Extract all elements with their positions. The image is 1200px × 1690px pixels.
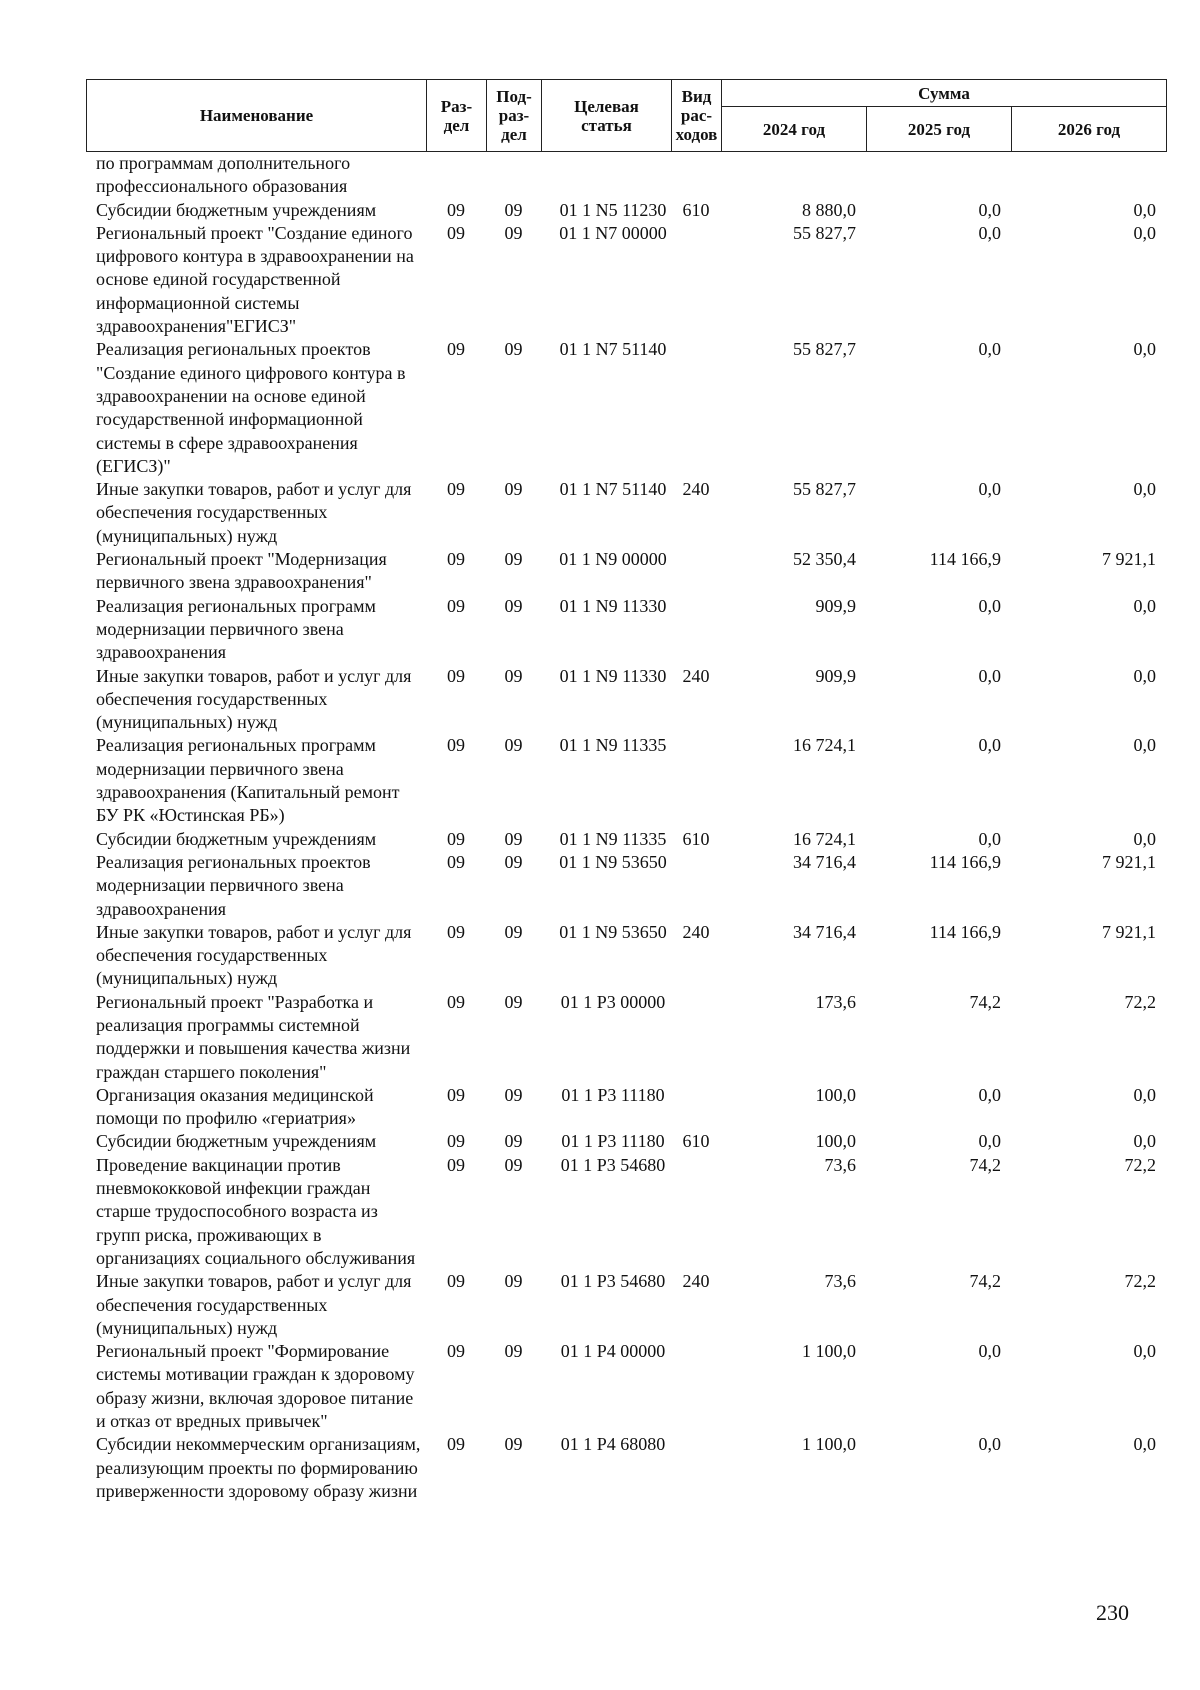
table-row [86, 851, 1166, 921]
row-name: Иные закупки товаров, работ и услуг для обеспечения государственных (муниципальных) нужд [96, 479, 412, 546]
table-row [86, 595, 1166, 665]
row-razdel: 09 [447, 595, 465, 616]
row-podrazdel: 09 [504, 199, 523, 220]
row-razdel: 09 [447, 222, 465, 243]
row-razdel: 09 [447, 828, 465, 849]
row-name: Региональный проект "Модернизация первичного звена здравоохранения" [96, 549, 387, 593]
row-tselevaya-statya: 01 1 P3 11180 [561, 1084, 665, 1105]
row-name: Реализация региональных проектов модернизации первичного звена здравоохранения [96, 851, 371, 919]
table-row [86, 222, 1166, 338]
row-sum-2026: 0,0 [1133, 199, 1156, 220]
row-razdel: 09 [447, 991, 465, 1012]
row-tselevaya-statya: 01 1 N9 53650 [559, 851, 667, 872]
row-tselevaya-statya: 01 1 N9 53650 [559, 921, 667, 942]
row-podrazdel: 09 [504, 1154, 523, 1175]
row-razdel: 09 [447, 921, 465, 942]
row-razdel: 09 [447, 1154, 465, 1175]
row-name: Реализация региональных программ модернизации первичного звена здравоохранения (Капитальный ремонт БУ РК «Юстинская РБ») [96, 735, 400, 826]
table-row [86, 1340, 1166, 1433]
row-vid-rashodov [671, 548, 721, 595]
row-sum-2024: 34 716,4 [793, 851, 856, 872]
row-name: Проведение вакцинации против пневмококковой инфекции граждан старше трудоспособного возраста из групп риска, проживающих в организациях социального обслуживания [96, 1154, 416, 1268]
row-razdel: 09 [447, 339, 465, 360]
row-sum-2026: 7 921,1 [1102, 549, 1156, 570]
row-sum-2024: 100,0 [815, 1084, 856, 1105]
row-name: Иные закупки товаров, работ и услуг для обеспечения государственных (муниципальных) нужд [96, 1271, 412, 1338]
col-header-name: Наименование [87, 80, 427, 152]
row-sum-2025: 0,0 [978, 1434, 1001, 1455]
row-razdel: 09 [447, 479, 465, 500]
row-name: Субсидии бюджетным учреждениям [96, 199, 377, 220]
row-sum-2024: 52 350,4 [793, 549, 856, 570]
row-sum-2026: 0,0 [1133, 1084, 1156, 1105]
row-vid-rashodov [671, 1154, 721, 1270]
row-sum-2024: 8 880,0 [802, 199, 856, 220]
col-header-tselevaya: Целевая статья [542, 80, 672, 152]
row-tselevaya-statya: 01 1 N9 11330 [559, 595, 667, 616]
row-sum-2025: 0,0 [978, 1341, 1001, 1362]
row-podrazdel: 09 [504, 222, 523, 243]
row-podrazdel: 09 [504, 828, 523, 849]
table-row [86, 1130, 1166, 1153]
row-podrazdel: 09 [504, 339, 523, 360]
row-tselevaya-statya: 01 1 P3 00000 [560, 991, 666, 1012]
row-podrazdel [486, 152, 541, 199]
row-vid-rashodov: 610 [682, 1131, 710, 1152]
row-sum-2026: 0,0 [1133, 828, 1156, 849]
row-sum-2024: 100,0 [815, 1131, 856, 1152]
table-row [86, 1433, 1166, 1503]
row-tselevaya-statya: 01 1 P3 54680 [560, 1271, 666, 1292]
row-podrazdel: 09 [504, 1084, 523, 1105]
row-sum-2026: 0,0 [1133, 222, 1156, 243]
row-sum-2024: 55 827,7 [793, 339, 856, 360]
row-podrazdel: 09 [504, 1341, 523, 1362]
row-vid-rashodov [671, 595, 721, 665]
row-vid-rashodov [671, 338, 721, 478]
row-name: Региональный проект "Создание единого цифрового контура в здравоохранении на основе единой государственной информационной системы здравоохранения"ЕГИСЗ" [96, 222, 414, 337]
row-name: по программам дополнительного профессионального образования [96, 153, 351, 197]
row-vid-rashodov: 610 [682, 828, 710, 849]
row-sum-2025: 0,0 [978, 339, 1001, 360]
row-tselevaya-statya: 01 1 P4 68080 [560, 1434, 666, 1455]
row-vid-rashodov [671, 222, 721, 338]
row-razdel: 09 [447, 1271, 465, 1292]
table-row [86, 1084, 1166, 1131]
row-razdel: 09 [447, 735, 465, 756]
row-name: Региональный проект "Формирование системы мотивации граждан к здоровому образу жизни, включая здоровое питание и отказ от вредных привычек" [96, 1341, 415, 1432]
table-row [86, 828, 1166, 851]
row-podrazdel: 09 [504, 851, 523, 872]
row-razdel: 09 [447, 851, 465, 872]
row-sum-2026: 0,0 [1133, 479, 1156, 500]
row-sum-2025: 0,0 [978, 595, 1001, 616]
row-sum-2025: 0,0 [978, 479, 1001, 500]
row-tselevaya-statya: 01 1 N5 11230 [559, 199, 667, 220]
row-vid-rashodov [671, 1084, 721, 1131]
row-tselevaya-statya: 01 1 N7 51140 [559, 339, 667, 360]
budget-table [86, 152, 1166, 1503]
row-vid-rashodov: 610 [682, 199, 710, 220]
row-podrazdel: 09 [504, 921, 523, 942]
table-row [86, 478, 1166, 548]
row-sum-2025: 114 166,9 [929, 921, 1001, 942]
row-sum-2025: 0,0 [978, 828, 1001, 849]
row-sum-2026: 0,0 [1133, 665, 1156, 686]
row-vid-rashodov: 240 [682, 921, 710, 942]
row-name: Субсидии бюджетным учреждениям [96, 828, 377, 849]
row-sum-2025: 74,2 [969, 1271, 1001, 1292]
row-sum-2026: 0,0 [1133, 339, 1156, 360]
table-header [86, 79, 1167, 152]
col-header-2024: 2024 год [722, 107, 867, 152]
table-row [86, 548, 1166, 595]
table-row [86, 199, 1166, 222]
col-header-2026: 2026 год [1012, 107, 1167, 152]
row-sum-2024: 55 827,7 [793, 479, 856, 500]
row-razdel: 09 [447, 549, 465, 570]
row-podrazdel: 09 [504, 735, 523, 756]
row-podrazdel: 09 [504, 549, 523, 570]
table-row [86, 338, 1166, 478]
page-number: 230 [1096, 1600, 1129, 1625]
col-header-podrazdel: Под- раз- дел [487, 80, 542, 152]
row-sum-2024 [721, 152, 866, 199]
row-vid-rashodov [671, 991, 721, 1084]
row-sum-2026: 0,0 [1133, 1341, 1156, 1362]
row-sum-2024: 16 724,1 [793, 828, 856, 849]
row-vid-rashodov [671, 1340, 721, 1433]
col-header-vid: Вид рас- ходов [672, 80, 722, 152]
row-vid-rashodov: 240 [682, 1271, 710, 1292]
table-row [86, 991, 1166, 1084]
row-sum-2024: 909,9 [815, 665, 856, 686]
row-razdel: 09 [447, 1131, 465, 1152]
row-sum-2026: 72,2 [1124, 991, 1156, 1012]
row-sum-2026: 0,0 [1133, 735, 1156, 756]
row-sum-2025: 0,0 [978, 735, 1001, 756]
table-row [86, 1270, 1166, 1340]
row-sum-2025: 74,2 [969, 1154, 1001, 1175]
row-sum-2024: 909,9 [815, 595, 856, 616]
row-sum-2026: 72,2 [1124, 1154, 1156, 1175]
row-sum-2024: 16 724,1 [793, 735, 856, 756]
row-sum-2025: 0,0 [978, 199, 1001, 220]
row-vid-rashodov: 240 [682, 665, 710, 686]
row-podrazdel: 09 [504, 991, 523, 1012]
col-header-razdel: Раз- дел [427, 80, 487, 152]
row-vid-rashodov [671, 152, 721, 199]
row-razdel: 09 [447, 1341, 465, 1362]
row-sum-2025: 0,0 [978, 222, 1001, 243]
row-sum-2024: 173,6 [815, 991, 856, 1012]
row-sum-2026: 7 921,1 [1102, 851, 1156, 872]
row-vid-rashodov: 240 [682, 479, 710, 500]
col-header-summa: Сумма [722, 80, 1167, 107]
row-sum-2026: 0,0 [1133, 595, 1156, 616]
row-podrazdel: 09 [504, 1131, 523, 1152]
row-razdel: 09 [447, 1084, 465, 1105]
row-sum-2024: 55 827,7 [793, 222, 856, 243]
table-row [86, 734, 1166, 827]
table-row [86, 921, 1166, 991]
row-name: Региональный проект "Разработка и реализация программы системной поддержки и повышения качества жизни граждан старшего поколения" [96, 991, 411, 1082]
row-tselevaya-statya: 01 1 N9 11330 [559, 665, 667, 686]
table-row [86, 665, 1166, 735]
row-sum-2025: 0,0 [978, 1131, 1001, 1152]
row-sum-2026 [1011, 152, 1166, 199]
row-razdel: 09 [447, 665, 465, 686]
row-name: Реализация региональных проектов "Создание единого цифрового контура в здравоохранении на основе единой государственной информационной системы в сфере здравоохранения (ЕГИСЗ)" [96, 339, 406, 476]
row-sum-2025 [866, 152, 1011, 199]
row-tselevaya-statya: 01 1 P3 54680 [560, 1154, 666, 1175]
row-podrazdel: 09 [504, 479, 523, 500]
row-sum-2025: 0,0 [978, 1084, 1001, 1105]
row-tselevaya-statya: 01 1 P4 00000 [560, 1341, 666, 1362]
row-sum-2025: 114 166,9 [929, 549, 1001, 570]
row-sum-2024: 34 716,4 [793, 921, 856, 942]
row-sum-2026: 72,2 [1124, 1271, 1156, 1292]
row-tselevaya-statya [541, 152, 671, 199]
row-name: Субсидии некоммерческим организациям, реализующим проекты по формированию приверженности здоровому образу жизни [96, 1434, 421, 1501]
row-razdel: 09 [447, 199, 465, 220]
table-row [86, 152, 1166, 199]
row-razdel: 09 [447, 1434, 465, 1455]
row-name: Иные закупки товаров, работ и услуг для обеспечения государственных (муниципальных) нужд [96, 665, 412, 733]
row-tselevaya-statya: 01 1 N9 11335 [559, 828, 667, 849]
row-name: Субсидии бюджетным учреждениям [96, 1131, 377, 1152]
row-name: Реализация региональных программ модернизации первичного звена здравоохранения [96, 595, 376, 663]
row-podrazdel: 09 [504, 1271, 523, 1292]
row-sum-2024: 73,6 [824, 1271, 856, 1292]
row-tselevaya-statya: 01 1 P3 11180 [561, 1131, 665, 1152]
row-sum-2025: 0,0 [978, 665, 1001, 686]
row-sum-2026: 7 921,1 [1102, 921, 1156, 942]
row-vid-rashodov [671, 734, 721, 827]
row-name: Организация оказания медицинской помощи по профилю «гериатрия» [96, 1084, 374, 1129]
row-podrazdel: 09 [504, 665, 523, 686]
row-sum-2024: 1 100,0 [802, 1434, 856, 1455]
row-podrazdel: 09 [504, 1434, 523, 1455]
row-tselevaya-statya: 01 1 N9 00000 [559, 549, 667, 570]
row-sum-2026: 0,0 [1133, 1434, 1156, 1455]
row-vid-rashodov [671, 851, 721, 921]
row-tselevaya-statya: 01 1 N9 11335 [559, 735, 667, 756]
row-sum-2024: 1 100,0 [802, 1341, 856, 1362]
col-header-2025: 2025 год [867, 107, 1012, 152]
row-sum-2024: 73,6 [824, 1154, 856, 1175]
row-sum-2025: 74,2 [969, 991, 1001, 1012]
row-vid-rashodov [671, 1433, 721, 1503]
row-razdel [426, 152, 486, 199]
row-tselevaya-statya: 01 1 N7 51140 [559, 479, 667, 500]
row-podrazdel: 09 [504, 595, 523, 616]
row-tselevaya-statya: 01 1 N7 00000 [559, 222, 667, 243]
row-sum-2026: 0,0 [1133, 1131, 1156, 1152]
row-name: Иные закупки товаров, работ и услуг для обеспечения государственных (муниципальных) нужд [96, 921, 412, 989]
row-sum-2025: 114 166,9 [929, 851, 1001, 872]
table-row [86, 1154, 1166, 1270]
